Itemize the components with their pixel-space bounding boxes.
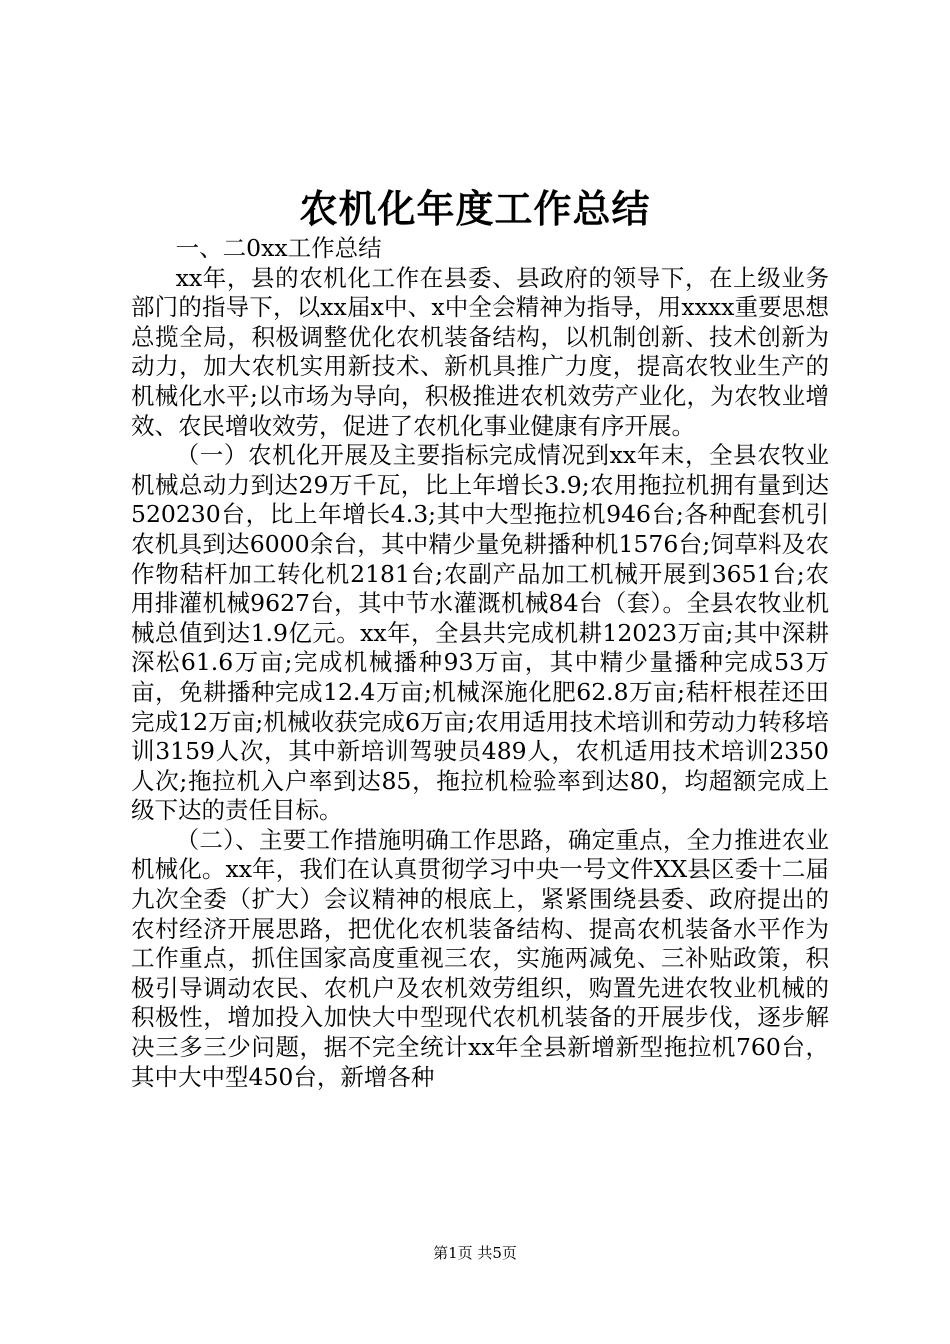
document-title: 农机化年度工作总结 [299,186,651,231]
page-number: 第1页 共5页 [433,1244,517,1262]
paragraph-indicators: （一）农机化开展及主要指标完成情况到xx年末，全县农牧业机械总动力到达29万千瓦，比上年增长3.9;农用拖拉机拥有量到达520230台，比上年增长4.3;其中大型拖拉机946台;各种配套机引农机具到达6000余台，其中精少量免耕播种机1576台;饲草料及农作物秸杆加工转化机2181台;农副产品加工机械开展到3651台;农用排灌机械9627台，其中节水灌溉机械84台（套）。全县农牧业机械总值到达1.9亿元。xx年，全县共完成机耕12023万亩;其中深耕深松61.6万亩;完成机械播种93万亩，其中精少量播种完成53万亩，免耕播种完成12.4万亩;机械深施化肥62.8万亩;秸杆根茬还田完成12万亩;机械收获完成6万亩;农用适用技术培训和劳动力转移培训3159人次，其中新培训驾驶员489人，农机适用技术培训2350人次;拖拉机入户率到达85，拖拉机检验率到达80，均超额完成上级下达的责任目标。 [131,441,829,825]
section-heading: 一、二0xx工作总结 [175,234,382,262]
paragraph-intro: xx年，县的农机化工作在县委、县政府的领导下，在上级业务部门的指导下，以xx届x中、x中全会精神为指导，用xxxx重要思想总揽全局，积极调整优化农机装备结构，以机制创新、技术创新为动力，加大农机实用新技术、新机具推广力度，提高农牧业生产的机械化水平;以市场为导向，积极推进农机效劳产业化，为农牧业增效、农民增收效劳，促进了农机化事业健康有序开展。 [131,263,829,440]
paragraph-measures: （二）、主要工作措施明确工作思路，确定重点，全力推进农业机械化。xx年，我们在认真贯彻学习中央一号文件XX县区委十二届九次全委（扩大）会议精神的根底上，紧紧围绕县委、政府提出的农村经济开展思路，把优化农机装备结构、提高农机装备水平作为工作重点，抓住国家高度重视三农，实施两减免、三补贴政策，积极引导调动农民、农机户及农机效劳组织，购置先进农牧业机械的积极性，增加投入加快大中型现代农机机装备的开展步伐，逐步解决三多三少问题，据不完全统计xx年全县新增新型拖拉机760台，其中大中型450台，新增各种 [131,825,829,1091]
document-body [131,234,829,1092]
